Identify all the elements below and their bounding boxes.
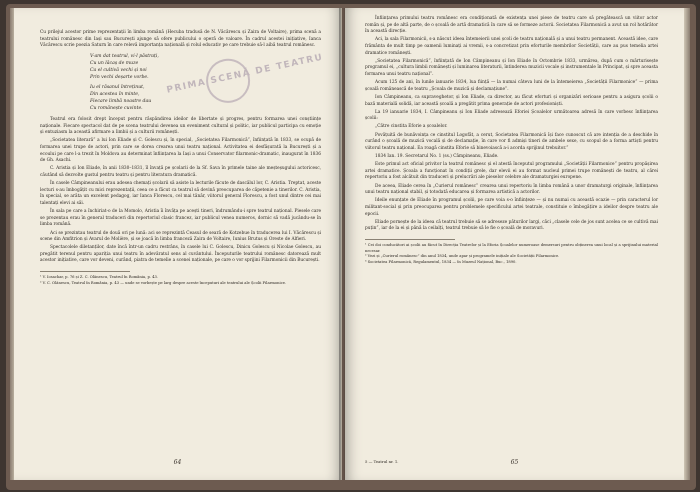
paragraph: Ideile enunțate de Eliade în programul școlii, pe care voia s-o înființeze — și nu numai cu această ocazie — prin caracterul lor militant-social și prin preocuparea pentru problemele specificului artei teatrale, constituie o îmbogățire a ideilor despre teatru ale epocii.: [365, 198, 658, 217]
poem-line: V-am dat teatrul, vi-l păstrați,: [90, 53, 159, 59]
date-signature: 1834 Ian. 19. Secretarul No. 1 (ss.) Câmpineanu, Eliade.: [375, 154, 499, 160]
paragraph: În sala pe care a închiriat-o de la Momolo, Aristia îi învăța pe acești tineri, îndrumându-i spre teatrul național. Piesele care se prezentau erau în general traduceri din repertoriul clasic francez, iar publicul venea numeros, dornic să vadă jucându-se în limba română.: [40, 209, 321, 228]
paragraph: Teatrul era folosit drept început pentru răspândirea ideilor de libertate și progres, pentru formarea unei conștiințe naționale. Fiecare spectacol dat de pe scena teatrului devenea un eveniment cultural și politic, iar publicul participa cu emoție și entuziasm la această afirmare a limbii și a culturii românești.: [40, 117, 321, 136]
right-page-edges: [684, 8, 690, 480]
poem-stanza-1: [90, 54, 321, 82]
paragraph: Ion Câmpineanu, ca supraveghetor, și Ion Eliade, ca director, au făcut eforturi și organizări serioase pentru a asigura școlii o bază materială solidă, iar această școală a pregătit prima generație de actori profesioniști.: [365, 94, 658, 107]
poem-line: Din acestea în minte,: [90, 92, 140, 98]
footnote: ² Vezi și „Curierul românesc” din anul 1834, unde apar și programele inițiale ale Societății Filarmonice.: [365, 254, 560, 259]
page-number: 65: [510, 459, 519, 466]
footnote-divider: [40, 271, 130, 272]
stamp-text: PRIMA SCENĂ DE TEATRU: [165, 52, 325, 96]
paragraph: Cu prilejul acestor prime reprezentații în limba română (Hecuba tradusă de N. Văcărescu și Zaira de Voltaire), prima scenă a teatrului românesc din Iași sau București ajunge să ofere publicului o operă de valoare. În cadrul acestei inițiative, Ianca Văcărescu scrie poezia Saturn în care relevă importanța națională și rolul educativ pe care trebuie să-l aibă teatrul românesc.: [40, 30, 321, 49]
poem-line: Ca el cultivă vechi și noi: [90, 67, 147, 73]
quoted-heading: „Către cinstita Eforie a școalelor.: [375, 124, 448, 130]
poem-line: Iu el răsanul întreținut,: [90, 85, 145, 91]
paragraph: „Societatea literară” a lui Ion Eliade și C. Golescu și, în special, „Societatea Filarmonică”, înființată în 1833, se ocupă de formarea unei trupe de actori, prin care se dorea crearea unui teatru național. Activitatea ei desfășurată la București și a ecoului pe care l-a trezit în Moldova au determinat înființarea la Iași a unui Conservator filarmonic-dramatic, inaugurat în 1836 de Gh. Asachi.: [40, 138, 321, 164]
paragraph: De aceea, Eliade cerea în „Curierul românesc” crearea unui repertoriu în limba română a unor dramaturgi originale, înființarea unui teatru național stabil, și totodată educarea și formarea artistică a actorilor.: [365, 183, 658, 196]
poem-line: Fiecare limbă noastre dau: [90, 99, 152, 105]
paragraph: În casele Câmpineanului erau adesea chemați școlarii să asiste la lecturile făcute de dascălul lor, C. Aristia. Treptat, aceste lecturi s-au îmbogățit cu mici reprezentații, ceea ce a făcut ca teatrul să devină preocuparea de căpetenie a tinerilor. C. Aristia, în special, se arăta un excelent pedagog, iar Ianca Florescu, cel mai tânăr, viitorul general Florescu, a fost unul dintre cei mai talentați elevi ai săi.: [40, 181, 321, 206]
poem-line: Cu românește cuvinte.: [90, 106, 143, 112]
poem-line: Prin vechi deșarte vorbe.: [90, 74, 149, 80]
paragraph: Este primul act oficial privitor la teatrul românesc și el atestă începutul programului „Societății Filarmonice” pentru propășirea artei dramatice. Școala a funcționat în condiții grele, dar elevii ei au format nucleul primei trupe românești de teatru, al cărei repertoriu a fost alcătuit din traduceri și prelucrări ale pieselor celebre ale dramaturgiei europene.: [365, 162, 658, 181]
paragraph: Spectacolele diletanților, date încă într-un cadru restrâns, în casele lui C. Golescu, Dinicu Golescu și Nicolae Golescu, au pregătit terenul pentru apariția unui teatru în adevăratul sens al cuvântului. Începuturile teatrului românesc datorează mult acestor inițiative, care vor deveni, curând, piatra de temelie a scenei naționale, pe care o vor sprijini Filarmonicii din București.: [40, 245, 321, 264]
right-page: [345, 8, 684, 480]
paragraph: Aci, la sala Filarmonicii, s-a născut ideea întemeierii unei școli de teatru națională și a unui teatru permanent. Această idee, care frământa de mult timp pe oamenii luminați ai vremii, s-a concretizat prin eforturile membrilor Societății, care au pus temelia artei dramatice românești.: [365, 37, 658, 56]
poem-line: Cu un lăcaș de muze: [90, 60, 139, 66]
paragraph: Acum 125 de ani, în lunile ianuarie 1834, lua ființă — la numai câteva luni de la întemeierea „Societății Filarmonice” — prima școală românească de teatru „Școala de muzică și declamațiune”.: [365, 80, 658, 92]
right-page-text: [365, 16, 658, 265]
paragraph: Înființarea primului teatru românesc era condiționată de existența unei piese de teatru care să pregătească un viitor actor român și, pe de altă parte, de o școală de artă dramatică în care să se formeze actorii. Societatea Filarmonică a avut un rol hotărâtor în această direcție.: [365, 16, 658, 35]
footnote: ² V. C. Olănescu, Teatrul în România, p. 43 — unde se vorbește pe larg despre aceste începuturi ale teatrului ale Școlii Filarmonice.: [40, 280, 287, 285]
poem-stanza-2: [90, 85, 321, 113]
paragraph: Aci se prezintau teatrul de două ori pe lună: aci se reprezintă Ceasul de seară de Kotzebue în traducerea lui I. Văcărescu și scene din Amfitrion și Avarul de Molière, și se joacă în limba franceză Zaira de Voltaire, Iunius Brutus și Oreste de Alfieri.: [40, 230, 321, 243]
footnote: ³ Societatea Filarmonică, Regulamentul, 1834 — în Muzeul Național, Buc., 1890.: [365, 259, 517, 264]
footnote-divider: [365, 239, 455, 240]
left-page-text: [40, 30, 321, 286]
page-number: 64: [173, 459, 182, 466]
footnote: ¹ Cei doi conducători ai școlii au făcut în Direcția Teatrelor și la Eforia Școalelor numeroase demersuri pentru obținerea unui local și a sprijinului material necesar.: [365, 242, 658, 253]
paragraph: La 19 ianuarie 1834, I. Câmpineanu și Ion Eliade adresează Eforiei Școalelor următoarea adresă în care vorbesc înființarea școlii:: [365, 109, 658, 122]
paragraph: Povățuită de bunăvoința ce cinstitul Logofăt, a cerut, Societatea Filarmonică își face cunoscut că are intenția de a deschide în curând o școală de muzică vocală și de declamație, în care vor fi admiși tineri de ambele sexe, cu scopul de a forma artiști pentru viitorul teatru național. Ea roagă cinstita Eforie să binevoiască a-i acorda sprijinul trebuitor.”: [365, 132, 658, 151]
paragraph: „Societatea Filarmonică”, înființată de Ion Câmpineanu și Ion Eliade în Octombrie 1833, urmărea, după cum o mărturisește programul ei, „cultura limbii românești și luminarea literaturii, întinderea muzicii vocale și instrumentale în Principat, și spre aceasta formarea unui teatru național”.: [365, 58, 658, 77]
paragraph: C. Aristia și Ion Eliade, în anii 1830–1831, îl învață pe școlarii de la Sf. Sava în primele taine ale meșteșugului actoricesc, căutând să dezvolte gustul pentru teatru și pentru literatura dramatică.: [40, 166, 321, 178]
footnote: ¹ V. Iosachar, p. 76 și Z. C. Olănescu, Teatrul în România, p. 43.: [40, 275, 159, 280]
signature-mark: 5 — Teatrul nr. 1.: [365, 459, 399, 464]
paragraph: Eliade pornește de la ideea că teatrul trebuie să se adreseze păturilor largi, căci „clasele cele de jos sunt acelea ce se cultivă mai puțin”, iar de la ei și până la ceilalți, teatrul trebuie să le fie o școală de moravuri.: [365, 219, 658, 232]
left-page: [14, 8, 342, 480]
